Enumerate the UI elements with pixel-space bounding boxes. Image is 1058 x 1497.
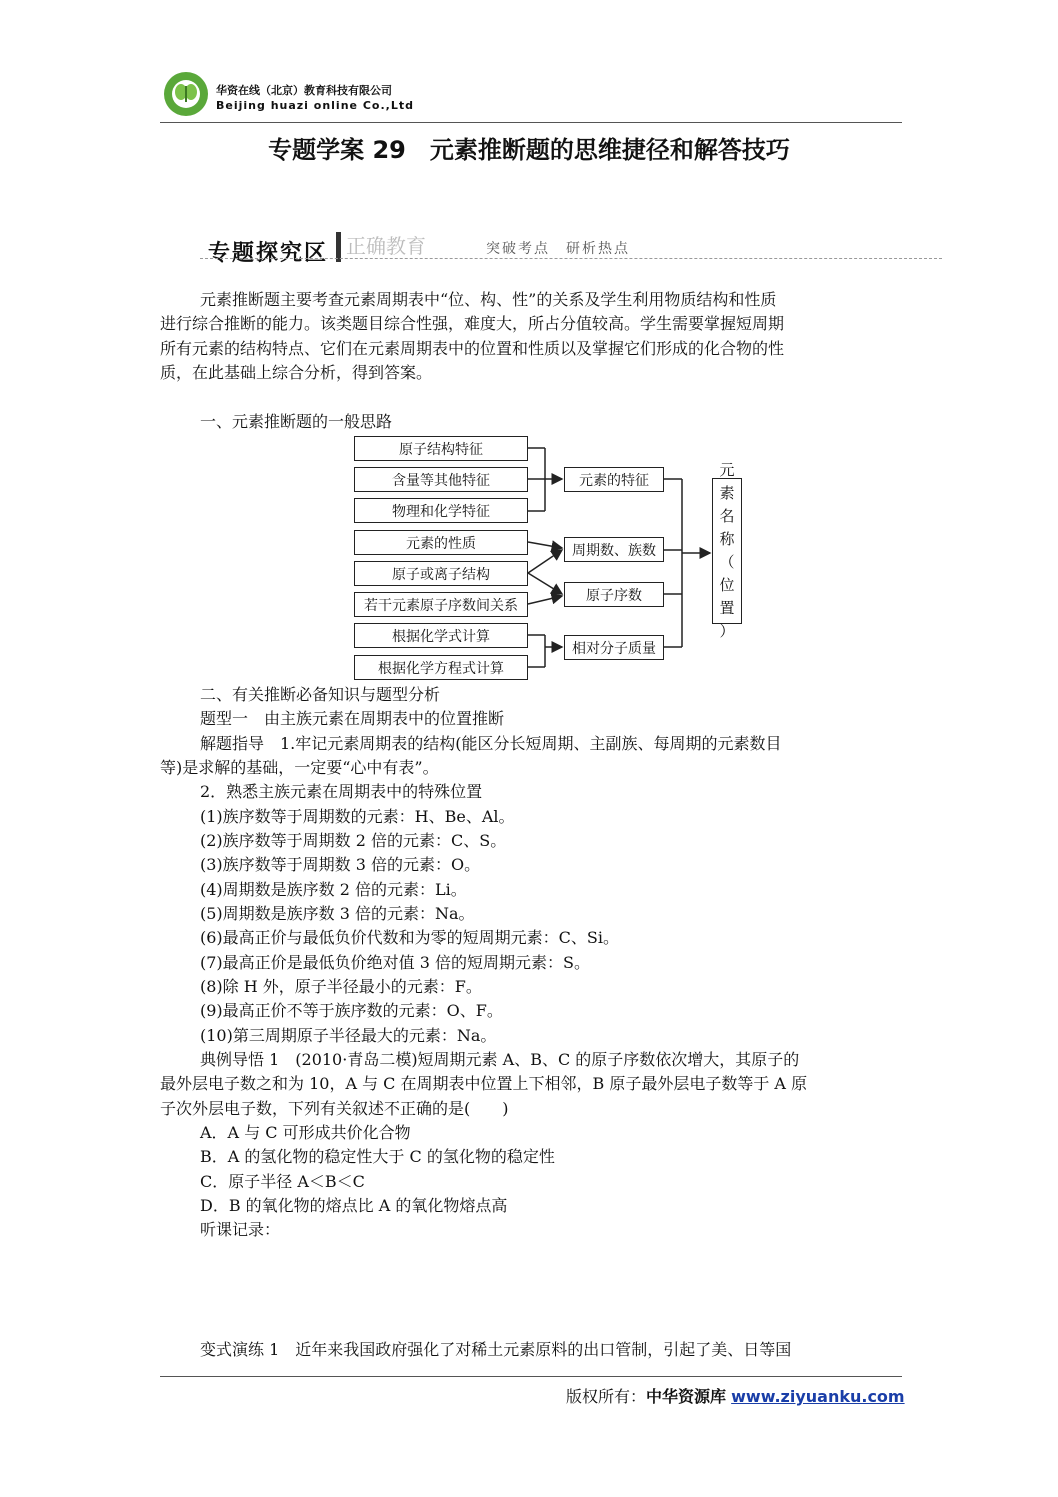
company-name-cn: 华资在线（北京）教育科技有限公司: [216, 84, 392, 97]
option-a: A．A 与 C 可形成共价化合物: [200, 1123, 411, 1142]
diagram-left-box-7: 根据化学式计算: [354, 623, 528, 648]
banner-subtitle: 突破考点 研析热点: [486, 241, 630, 257]
intro-line-1: 元素推断题主要考查元素周期表中“位、构、性”的关系及学生利用物质结构和性质: [200, 290, 777, 309]
rule-item-10: (10)第三周期原子半径最大的元素：Na。: [200, 1026, 497, 1045]
diagram-mid-box-3: 原子序数: [564, 582, 664, 607]
banner-watermark: 正确教育: [346, 234, 426, 258]
diagram-left-box-6: 若干元素原子序数间关系: [354, 592, 528, 617]
rule-item-3: (3)族序数等于周期数 3 倍的元素：O。: [200, 855, 481, 874]
guide-line-3: 2．熟悉主族元素在周期表中的特殊位置: [200, 782, 483, 801]
intro-line-2: 进行综合推断的能力。该类题目综合性强，难度大，所占分值较高。学生需要掌握短周期: [160, 314, 785, 333]
result-char: 称: [719, 530, 735, 548]
diagram-mid-box-2: 周期数、族数: [564, 537, 664, 562]
example-line-1: 典例导悟 1 (2010·青岛二模)短周期元素 A、B、C 的原子序数依次增大，其原子的: [200, 1050, 800, 1069]
footer-copyright: 版权所有：: [566, 1387, 647, 1406]
example-line-3: 子次外层电子数，下列有关叙述不正确的是( ): [160, 1099, 509, 1118]
guide-line-2: 等)是求解的基础，一定要“心中有表”。: [160, 758, 439, 777]
option-c: C．原子半径 A＜B＜C: [200, 1172, 365, 1191]
diagram-left-box-1: 原子结构特征: [354, 436, 528, 461]
result-char: 位: [719, 576, 735, 594]
result-char: ）: [719, 622, 735, 640]
intro-line-3: 所有元素的结构特点、它们在元素周期表中的位置和性质以及掌握它们形成的化合物的性: [160, 339, 785, 358]
rule-item-2: (2)族序数等于周期数 2 倍的元素：C、S。: [200, 831, 507, 850]
question-type-1: 题型一 由主族元素在周期表中的位置推断: [200, 709, 505, 728]
diagram-left-box-3: 物理和化学特征: [354, 498, 528, 523]
guide-line-1: 解题指导 1.牢记元素周期表的结构(能区分长短周期、主副族、每周期的元素数目: [200, 734, 782, 753]
page-title: 专题学案 29 元素推断题的思维捷径和解答技巧: [268, 136, 790, 164]
rule-item-4: (4)周期数是族序数 2 倍的元素：Li。: [200, 880, 467, 899]
diagram-left-box-5: 原子或离子结构: [354, 561, 528, 586]
rule-item-8: (8)除 H 外，原子半径最小的元素：F。: [200, 977, 482, 996]
rule-item-1: (1)族序数等于周期数的元素：H、Be、Al。: [200, 807, 515, 826]
diagram-left-box-2: 含量等其他特征: [354, 467, 528, 492]
rule-item-9: (9)最高正价不等于族序数的元素：O、F。: [200, 1001, 503, 1020]
company-name-en: Beijing huazi online Co.,Ltd: [216, 99, 414, 112]
diagram-mid-box-4: 相对分子质量: [564, 635, 664, 660]
diagram-result-box: [712, 461, 742, 640]
footer-divider: [160, 1376, 902, 1377]
option-d: D．B 的氧化物的熔点比 A 的氧化物熔点高: [200, 1196, 508, 1215]
result-char: 置: [719, 599, 735, 617]
rule-item-7: (7)最高正价是最低负价绝对值 3 倍的短周期元素：S。: [200, 953, 590, 972]
section-heading-1: 一、元素推断题的一般思路: [200, 412, 393, 431]
section-banner-label: 专题探究区: [208, 241, 329, 266]
diagram-connectors: [0, 0, 1058, 700]
footer: [566, 1384, 905, 1407]
diagram-mid-box-1: 元素的特征: [564, 467, 664, 492]
result-char: 元: [719, 461, 735, 479]
example-line-2: 最外层电子数之和为 10，A 与 C 在周期表中位置上下相邻，B 原子最外层电子数等于 A 原: [160, 1074, 808, 1093]
option-b: B．A 的氢化物的稳定性大于 C 的氢化物的稳定性: [200, 1147, 555, 1166]
intro-line-4: 质，在此基础上综合分析，得到答案。: [160, 363, 433, 382]
result-char: 名: [719, 507, 735, 525]
practice-line-1: 变式演练 1 近年来我国政府强化了对稀土元素原料的出口管制，引起了美、日等国: [200, 1340, 792, 1359]
footer-site: 中华资源库: [646, 1387, 727, 1406]
section-heading-2: 二、有关推断必备知识与题型分析: [200, 685, 441, 704]
diagram-left-box-8: 根据化学方程式计算: [354, 655, 528, 680]
result-char: 素: [719, 484, 735, 502]
rule-item-5: (5)周期数是族序数 3 倍的元素：Na。: [200, 904, 475, 923]
footer-url-link[interactable]: www.ziyuanku.com: [731, 1387, 905, 1406]
result-char: （: [719, 553, 735, 571]
rule-item-6: (6)最高正价与最低负价代数和为零的短周期元素：C、Si。: [200, 928, 619, 947]
notes-label: 听课记录：: [200, 1220, 281, 1239]
diagram-left-box-4: 元素的性质: [354, 530, 528, 555]
